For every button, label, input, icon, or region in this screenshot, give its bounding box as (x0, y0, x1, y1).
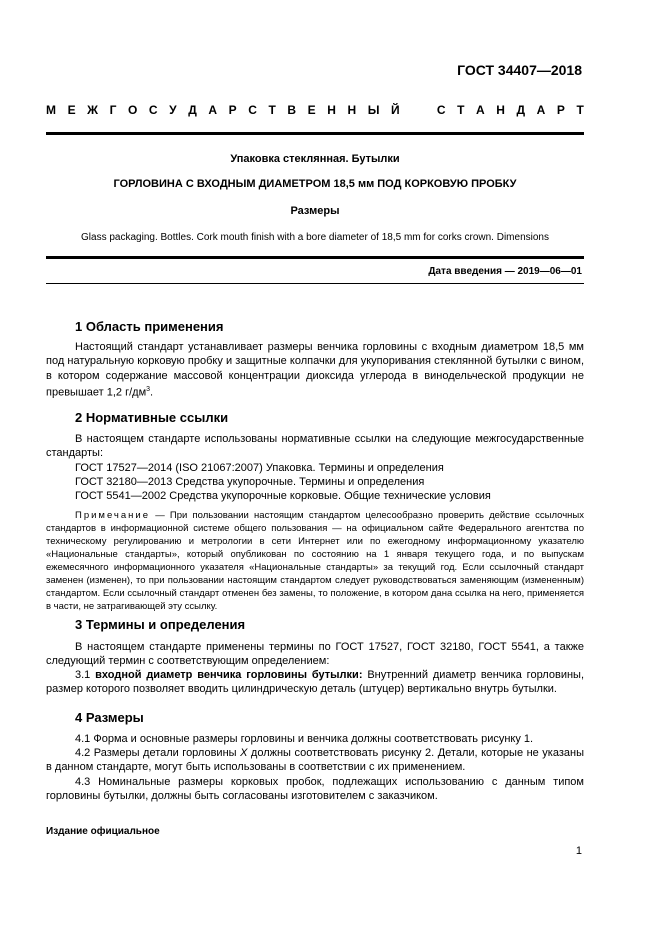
english-title: Glass packaging. Bottles. Cork mouth finish with a bore diameter of 18,5 mm for corks crown. Dimensions (81, 232, 549, 243)
banner-letter: Ы (367, 103, 380, 117)
term-number: 3.1 (75, 669, 96, 681)
section-1-end: . (150, 386, 154, 399)
banner-letter: Н (347, 103, 357, 117)
banner-letter: А (536, 103, 546, 117)
section-4-p3: 4.3 Номинальные размеры корковых пробок, подлежащих использованию с данным типом горловины бутылки, должны быть согласованы изготовителем с заказчиком. (46, 776, 584, 803)
standard-number: ГОСТ 34407—2018 (457, 62, 582, 78)
banner-letter: М (46, 103, 56, 117)
banner-letter: У (169, 103, 177, 117)
unit-superscript: 3 (146, 385, 151, 393)
banner-letter: А (476, 103, 485, 117)
section-3-intro: В настоящем стандарте применены термины по ГОСТ 17527, ГОСТ 32180, ГОСТ 5541, а также следующий термин с соответствующим определением: (46, 641, 584, 668)
section-1-text (46, 340, 584, 400)
banner-letter: Р (228, 103, 237, 117)
reference-item: ГОСТ 5541—2002 Средства укупорочные корковые. Общие технические условия (75, 490, 491, 502)
date-rule (46, 283, 584, 284)
title-line-1: Упаковка стеклянная. Бутылки (230, 153, 400, 165)
banner-letter: Ж (87, 103, 99, 117)
banner-letter: Т (576, 103, 584, 117)
detail-x: X (240, 747, 248, 759)
banner-letter: В (287, 103, 297, 117)
section-4-heading: 4 Размеры (75, 710, 144, 725)
p2-start: 4.2 Размеры детали горловины (75, 747, 241, 759)
banner-letter: О (128, 103, 138, 117)
banner-letter: Е (67, 103, 76, 117)
title-line-2: ГОРЛОВИНА С ВХОДНЫМ ДИАМЕТРОМ 18,5 мм ПОД КОРКОВУЮ ПРОБКУ (113, 178, 517, 190)
section-1-body: Настоящий стандарт устанавливает размеры венчика горловины с входным диаметром 18,5 мм под натуральную корковую пробку и защитные колпачки для укупоривания стеклянной бутылки с вином, в котором содержание массовой концентрации диоксида углерода в винодельческой продукции не превышает 1,2 г/дм (46, 341, 584, 399)
banner-letter: Е (307, 103, 316, 117)
banner-letter: Т (457, 103, 465, 117)
title-line-3: Размеры (290, 205, 340, 217)
note-text: — При пользовании настоящим стандартом целесообразно проверить действие ссылочных стандартов в информационной системе общего пользования — на официальном сайте Федерального агентства по техническому регулированию и метрологии в сети Интернет или по ежегодному информационному указателю «Национальные стандарты», который опубликован по состоянию на 1 января текущего года, и по выпускам ежемесячного информационного указателя «Национальные стандарты» за текущий год. Если ссылочный стандарт заменен (изменен), то при пользовании настоящим стандартом следует руководствоваться заменяющим (измененным) стандартом. Если ссылочный стандарт отменен без замены, то положение, в котором дана ссылка на него, применяется в части, не затрагивающей эту ссылку. (46, 510, 584, 612)
banner-letter: Д (188, 103, 197, 117)
interstate-standard-banner (46, 103, 584, 117)
section-4-p1: 4.1 Форма и основные размеры горловины и венчика должны соответствовать рисунку 1. (75, 733, 534, 745)
banner-letter: С (436, 103, 446, 117)
header-rule (46, 132, 584, 135)
p2-end: должны соответствовать рисунку 2. Детали, которые не указаны в данном стандарте, могут быть использованы в соответствии с их применением. (46, 747, 584, 774)
section-4-p2 (46, 746, 584, 775)
official-edition: Издание официальное (46, 826, 160, 837)
banner-letter: Й (391, 103, 400, 117)
term-definition-text: Внутренний диаметр венчика горловины, размер которого позволяет вводить цилиндрическую деталь (штуцер) вертикально внутрь бутылки. (46, 669, 584, 696)
banner-letter: С (148, 103, 158, 117)
reference-item: ГОСТ 17527—2014 (ISO 21067:2007) Упаковка. Термины и определения (75, 462, 444, 474)
banner-letter: А (208, 103, 218, 117)
page-number: 1 (575, 845, 582, 857)
banner-letter (411, 103, 425, 117)
banner-letter: Н (496, 103, 505, 117)
title-rule (46, 256, 584, 259)
term-name: входной диаметр венчика горловины бутылки: (95, 669, 363, 681)
banner-letter: С (248, 103, 257, 117)
reference-item: ГОСТ 32180—2013 Средства укупорочные. Термины и определения (75, 476, 425, 488)
section-2-intro: В настоящем стандарте использованы нормативные ссылки на следующие межгосударственные стандарты: (46, 433, 584, 460)
section-3-heading: 3 Термины и определения (75, 617, 246, 632)
banner-letter: Р (556, 103, 565, 117)
section-1-heading: 1 Область применения (75, 319, 224, 334)
term-definition (46, 668, 584, 697)
banner-letter: Г (109, 103, 117, 117)
introduction-date: Дата введения — 2019—06—01 (428, 266, 582, 277)
banner-letter: Н (327, 103, 336, 117)
banner-letter: Т (268, 103, 276, 117)
banner-letter: Д (516, 103, 526, 117)
section-2-heading: 2 Нормативные ссылки (75, 410, 229, 425)
references-note (46, 509, 584, 613)
note-label: Примечание (75, 510, 150, 521)
